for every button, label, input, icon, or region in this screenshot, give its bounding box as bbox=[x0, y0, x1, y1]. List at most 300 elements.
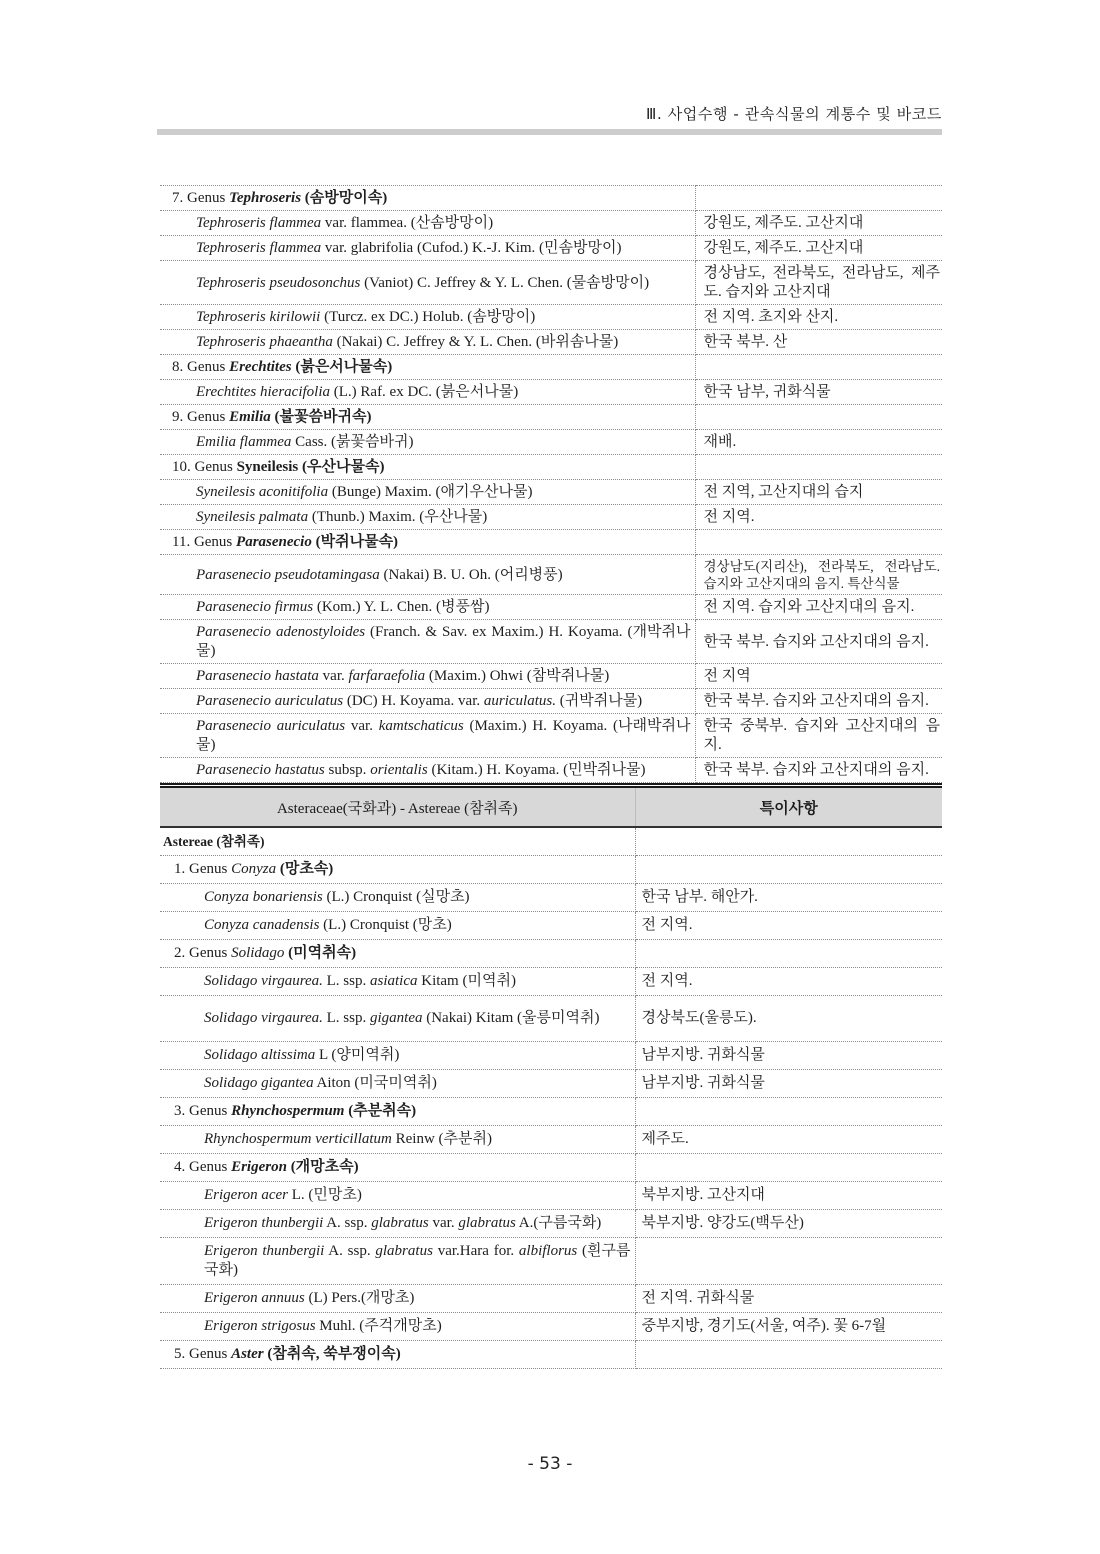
page-number: - 53 - bbox=[527, 1454, 573, 1474]
species-row bbox=[160, 595, 942, 620]
distribution-note: 강원도, 제주도. 고산지대 bbox=[703, 215, 864, 231]
taxon-text-segment: var. bbox=[318, 668, 349, 684]
species-row bbox=[160, 1238, 942, 1285]
note-cell bbox=[635, 996, 942, 1042]
taxon-cell bbox=[160, 186, 695, 211]
note-cell bbox=[635, 912, 942, 940]
note-cell bbox=[635, 1182, 942, 1210]
taxon-text-segment: (L.) Cronquist (실망초) bbox=[322, 889, 470, 905]
scientific-name: Erechtites hieracifolia bbox=[196, 384, 330, 400]
taxon-text-segment: 3. Genus bbox=[174, 1103, 232, 1119]
scientific-name: Tephroseris kirilowii bbox=[196, 309, 321, 325]
note-cell bbox=[695, 430, 942, 455]
note-cell bbox=[635, 940, 942, 968]
note-cell bbox=[695, 186, 942, 211]
taxon-text-segment: Syneilesis bbox=[236, 459, 299, 475]
taxon-text-segment: 10. Genus bbox=[172, 459, 237, 475]
taxon-cell bbox=[160, 430, 695, 455]
taxon-cell bbox=[160, 1126, 635, 1154]
taxon-text bbox=[160, 758, 695, 782]
taxon-text bbox=[160, 968, 635, 995]
taxon-text bbox=[160, 480, 695, 504]
taxon-text bbox=[160, 405, 695, 429]
taxon-cell bbox=[160, 236, 695, 261]
running-header-title: Ⅲ. 사업수행 - 관속식물의 계통수 및 바코드 bbox=[646, 105, 942, 123]
distribution-note: 중부지방, 경기도(서울, 여주). 꽃 6-7월 bbox=[641, 1318, 887, 1334]
note-cell bbox=[635, 1238, 942, 1285]
header-taxon-cell: Asteraceae(국화과) - Astereae (참취족) bbox=[160, 786, 635, 828]
taxon-cell bbox=[160, 664, 695, 689]
distribution-note: 경상남도, 전라북도, 전라남도, 제주도. 습지와 고산지대 bbox=[703, 265, 940, 300]
species-row bbox=[160, 305, 942, 330]
taxon-cell bbox=[160, 1210, 635, 1238]
taxon-cell bbox=[160, 455, 695, 480]
genus-row bbox=[160, 940, 942, 968]
taxon-text bbox=[160, 664, 695, 688]
genus-row bbox=[160, 355, 942, 380]
taxon-text bbox=[160, 1098, 635, 1125]
taxon-cell bbox=[160, 996, 635, 1042]
note-cell bbox=[695, 455, 942, 480]
genus-row bbox=[160, 1098, 942, 1126]
scientific-name: orientalis bbox=[370, 762, 428, 778]
taxon-text bbox=[160, 380, 695, 404]
distribution-note: 한국 북부. 습지와 고산지대의 음지. bbox=[703, 762, 929, 778]
taxon-text bbox=[160, 186, 695, 210]
scientific-name: glabratus bbox=[458, 1215, 516, 1231]
note-cell bbox=[695, 211, 942, 236]
taxon-text bbox=[160, 595, 695, 619]
scientific-name: farfaraefolia bbox=[348, 668, 426, 684]
note-cell bbox=[695, 305, 942, 330]
taxon-text-segment: (망초속) bbox=[276, 861, 334, 877]
taxon-text-segment: (Franch. & Sav. ex Maxim.) H. Koyama. (개박쥐나물) bbox=[196, 624, 691, 659]
taxon-text-segment: 8. Genus bbox=[172, 359, 230, 375]
distribution-note bbox=[696, 415, 943, 420]
distribution-note: 한국 북부. 산 bbox=[703, 334, 788, 350]
distribution-note bbox=[696, 365, 943, 370]
scientific-name: Parasenecio firmus bbox=[196, 599, 314, 615]
taxon-text bbox=[160, 912, 635, 939]
scientific-name: Erechtites bbox=[229, 359, 292, 375]
distribution-note bbox=[636, 1164, 943, 1172]
taxon-cell bbox=[160, 856, 635, 884]
taxon-text-segment: var. flammea. (산솜방망이) bbox=[321, 215, 494, 231]
taxon-text bbox=[160, 330, 695, 354]
taxon-text-segment: 7. Genus bbox=[172, 190, 230, 206]
genus-row bbox=[160, 186, 942, 211]
taxon-text-segment: (Kitam.) H. Koyama. (민박쥐나물) bbox=[427, 762, 646, 778]
taxon-text bbox=[160, 305, 695, 329]
scientific-name: Conyza bbox=[231, 861, 277, 877]
taxon-text bbox=[160, 1313, 635, 1340]
scientific-name: Tephroseris phaeantha bbox=[196, 334, 333, 350]
species-row bbox=[160, 996, 942, 1042]
distribution-note: 제주도. bbox=[641, 1131, 689, 1147]
distribution-note: 한국 남부. 해안가. bbox=[641, 889, 758, 905]
taxon-text bbox=[160, 828, 635, 855]
note-cell bbox=[695, 530, 942, 555]
astereae-species-table bbox=[160, 783, 942, 1369]
taxon-text-segment: 11. Genus bbox=[172, 534, 237, 550]
note-cell bbox=[695, 380, 942, 405]
note-cell bbox=[695, 505, 942, 530]
taxon-text-segment: subsp. bbox=[324, 762, 371, 778]
scientific-name: Emilia flammea bbox=[196, 434, 292, 450]
note-cell bbox=[635, 1210, 942, 1238]
taxon-text bbox=[160, 1070, 635, 1097]
note-cell bbox=[695, 480, 942, 505]
taxon-text bbox=[160, 355, 695, 379]
taxon-text-segment: var. bbox=[345, 718, 379, 734]
note-cell bbox=[695, 664, 942, 689]
scientific-name: Parasenecio adenostyloides bbox=[196, 624, 366, 640]
taxon-text-segment: (Bunge) Maxim. (애기우산나물) bbox=[328, 484, 533, 500]
taxon-text bbox=[160, 211, 695, 235]
scientific-name: glabratus bbox=[375, 1243, 433, 1259]
scientific-name: kamtschaticus bbox=[378, 718, 464, 734]
distribution-note: 전 지역. 귀화식물 bbox=[641, 1290, 755, 1306]
taxon-cell bbox=[160, 405, 695, 430]
taxon-text bbox=[160, 530, 695, 554]
distribution-note: 한국 북부. 습지와 고산지대의 음지. bbox=[703, 633, 929, 650]
note-cell bbox=[635, 1126, 942, 1154]
taxon-text-segment: 1. Genus bbox=[174, 861, 232, 877]
distribution-note: 전 지역, 고산지대의 습지 bbox=[703, 484, 864, 500]
species-row bbox=[160, 236, 942, 261]
header-rule bbox=[157, 129, 942, 135]
taxon-text-segment: var. bbox=[428, 1215, 459, 1231]
distribution-note: 한국 중북부. 습지와 고산지대의 음지. bbox=[703, 718, 940, 753]
scientific-name: glabratus bbox=[371, 1215, 429, 1231]
taxon-text bbox=[160, 1182, 635, 1209]
distribution-note: 북부지방. 고산지대 bbox=[641, 1187, 765, 1203]
taxon-text-segment: L (양미역취) bbox=[315, 1047, 400, 1063]
taxon-text bbox=[160, 996, 635, 1041]
scientific-name: Rhynchospermum verticillatum bbox=[204, 1131, 392, 1147]
scientific-name: Erigeron acer bbox=[204, 1187, 289, 1203]
taxon-text bbox=[160, 236, 695, 260]
note-cell bbox=[695, 355, 942, 380]
distribution-note: 남부지방. 귀화식물 bbox=[641, 1047, 765, 1063]
taxon-text bbox=[160, 940, 635, 967]
taxon-text-segment: (DC) H. Koyama. var. bbox=[343, 693, 484, 709]
scientific-name: Parasenecio hastatus bbox=[196, 762, 325, 778]
genus-row bbox=[160, 405, 942, 430]
note-cell bbox=[695, 595, 942, 620]
taxon-text-segment: (Maxim.) Ohwi (참박쥐나물) bbox=[425, 668, 610, 684]
distribution-note: 남부지방. 귀화식물 bbox=[641, 1075, 765, 1091]
taxon-cell bbox=[160, 1070, 635, 1098]
species-row bbox=[160, 505, 942, 530]
scientific-name: Rhynchospermum bbox=[231, 1103, 345, 1119]
distribution-note: 한국 북부. 습지와 고산지대의 음지. bbox=[703, 693, 929, 709]
scientific-name: Solidago gigantea bbox=[204, 1075, 314, 1091]
taxon-text-segment: (추분취속) bbox=[344, 1103, 417, 1119]
taxon-text-segment: A.(구름국화) bbox=[515, 1215, 602, 1231]
species-row bbox=[160, 1126, 942, 1154]
note-cell bbox=[695, 236, 942, 261]
scientific-name: Parasenecio bbox=[236, 534, 312, 550]
taxon-text bbox=[160, 884, 635, 911]
distribution-note: 북부지방. 양강도(백두산) bbox=[641, 1215, 804, 1231]
taxon-text bbox=[160, 271, 695, 295]
taxon-text bbox=[160, 1285, 635, 1312]
scientific-name: Syneilesis aconitifolia bbox=[196, 484, 329, 500]
scientific-name: Syneilesis palmata bbox=[196, 509, 309, 525]
scientific-name: Parasenecio hastata bbox=[196, 668, 319, 684]
header-note-cell: 특이사항 bbox=[635, 786, 942, 828]
scientific-name: Erigeron thunbergii bbox=[204, 1243, 325, 1259]
taxon-text bbox=[160, 620, 695, 663]
taxon-text-segment: (참취속, 쑥부쟁이속) bbox=[263, 1346, 401, 1362]
distribution-note: 전 지역. bbox=[641, 917, 693, 933]
taxon-text-segment: (Vaniot) C. Jeffrey & Y. L. Chen. (물솜방망이) bbox=[360, 274, 650, 291]
genus-row bbox=[160, 455, 942, 480]
scientific-name: auriculatus. bbox=[483, 693, 556, 709]
species-row bbox=[160, 689, 942, 714]
taxon-text-segment: 5. Genus bbox=[174, 1346, 232, 1362]
taxon-cell bbox=[160, 714, 695, 758]
taxon-cell bbox=[160, 1238, 635, 1285]
species-row bbox=[160, 211, 942, 236]
scientific-name: Tephroseris pseudosonchus bbox=[196, 274, 361, 291]
species-row bbox=[160, 430, 942, 455]
taxon-text-segment: (Turcz. ex DC.) Holub. (솜방망이) bbox=[320, 309, 536, 325]
species-row bbox=[160, 714, 942, 758]
taxon-text bbox=[160, 1154, 635, 1181]
taxon-text-segment: (Thunb.) Maxim. (우산나물) bbox=[308, 509, 488, 525]
taxon-text-segment: (개망초속) bbox=[286, 1159, 359, 1175]
taxon-text-segment: (우산나물속) bbox=[298, 459, 385, 475]
scientific-name: Solidago altissima bbox=[204, 1047, 316, 1063]
taxon-cell bbox=[160, 1182, 635, 1210]
distribution-note: 경상북도(울릉도). bbox=[641, 1010, 757, 1026]
taxon-text-segment: A. ssp. bbox=[323, 1215, 372, 1231]
distribution-note: 경상남도(지리산), 전라북도, 전라남도. 습지와 고산지대의 음지. 특산식물 bbox=[703, 559, 940, 591]
taxon-cell bbox=[160, 1154, 635, 1182]
species-row bbox=[160, 912, 942, 940]
scientific-name: Parasenecio pseudotamingasa bbox=[196, 566, 380, 583]
note-cell bbox=[635, 1042, 942, 1070]
species-row bbox=[160, 664, 942, 689]
note-cell bbox=[695, 758, 942, 783]
genus-row bbox=[160, 530, 942, 555]
taxon-text bbox=[160, 1210, 635, 1237]
species-row bbox=[160, 380, 942, 405]
distribution-note bbox=[696, 465, 943, 470]
taxon-cell bbox=[160, 827, 635, 856]
taxon-text bbox=[160, 505, 695, 529]
distribution-note: 재배. bbox=[703, 434, 737, 450]
species-row bbox=[160, 261, 942, 305]
taxon-cell bbox=[160, 884, 635, 912]
species-row bbox=[160, 480, 942, 505]
table-body bbox=[160, 827, 942, 1369]
taxon-text-segment: (Nakai) Kitam (울릉미역취) bbox=[422, 1010, 600, 1026]
taxon-text bbox=[160, 1238, 635, 1284]
note-cell bbox=[695, 405, 942, 430]
taxon-text-segment: Astereae (참취족) bbox=[163, 834, 265, 849]
species-row bbox=[160, 1285, 942, 1313]
note-cell bbox=[635, 827, 942, 856]
note-cell bbox=[695, 330, 942, 355]
taxon-text-segment: (Nakai) B. U. Oh. (어리병풍) bbox=[379, 566, 563, 583]
taxon-text-segment: Muhl. (주걱개망초) bbox=[315, 1318, 442, 1334]
taxon-text bbox=[160, 689, 695, 713]
note-cell bbox=[695, 714, 942, 758]
distribution-note: 전 지역. bbox=[641, 973, 693, 989]
note-cell bbox=[635, 1154, 942, 1182]
scientific-name: Conyza canadensis bbox=[204, 917, 320, 933]
taxon-cell bbox=[160, 480, 695, 505]
distribution-note: 강원도, 제주도. 고산지대 bbox=[703, 240, 864, 256]
taxon-text-segment: Reinw (추분취) bbox=[391, 1131, 492, 1147]
taxon-text-segment: (불꽃씀바귀속) bbox=[270, 409, 372, 425]
note-cell bbox=[635, 1285, 942, 1313]
taxon-cell bbox=[160, 940, 635, 968]
table-body bbox=[160, 186, 942, 783]
taxon-text-segment: L. ssp. bbox=[322, 1010, 370, 1026]
note-cell bbox=[635, 1070, 942, 1098]
scientific-name: Erigeron thunbergii bbox=[204, 1215, 324, 1231]
note-cell bbox=[695, 555, 942, 595]
taxon-cell bbox=[160, 211, 695, 236]
distribution-note bbox=[636, 1108, 943, 1116]
taxon-cell bbox=[160, 380, 695, 405]
distribution-note: 한국 남부, 귀화식물 bbox=[703, 384, 831, 400]
taxon-text-segment: var. glabrifolia (Cufod.) K.-J. Kim. (민솜방망이) bbox=[321, 240, 622, 256]
scientific-name: Aster bbox=[231, 1346, 264, 1362]
note-cell bbox=[695, 261, 942, 305]
note-cell bbox=[635, 884, 942, 912]
taxon-cell bbox=[160, 355, 695, 380]
taxon-cell bbox=[160, 758, 695, 783]
taxon-text bbox=[160, 1126, 635, 1153]
species-row bbox=[160, 1210, 942, 1238]
taxon-text-segment: 4. Genus bbox=[174, 1159, 232, 1175]
distribution-note bbox=[636, 1351, 943, 1359]
taxon-text bbox=[160, 1341, 635, 1368]
taxon-text-segment: Kitam (미역취) bbox=[417, 973, 516, 989]
scientific-name: Solidago virgaurea. bbox=[204, 973, 323, 989]
taxon-cell bbox=[160, 1042, 635, 1070]
taxon-text-segment: (L.) Cronquist (망초) bbox=[319, 917, 452, 933]
taxon-text bbox=[160, 563, 695, 587]
distribution-note: 전 지역 bbox=[703, 668, 751, 684]
taxon-text bbox=[160, 430, 695, 454]
genus-row bbox=[160, 856, 942, 884]
table-header bbox=[160, 786, 942, 828]
taxon-cell bbox=[160, 620, 695, 664]
scientific-name: Solidago bbox=[231, 945, 285, 961]
scientific-name: gigantea bbox=[369, 1010, 423, 1026]
scientific-name: Erigeron annuus bbox=[204, 1290, 305, 1306]
scientific-name: Tephroseris bbox=[229, 190, 302, 206]
senecioneae-species-table bbox=[160, 185, 942, 783]
genus-row bbox=[160, 1341, 942, 1369]
note-cell bbox=[695, 620, 942, 664]
note-cell bbox=[635, 1098, 942, 1126]
distribution-note bbox=[696, 196, 943, 201]
scientific-name: Emilia bbox=[229, 409, 271, 425]
taxon-cell bbox=[160, 505, 695, 530]
species-row bbox=[160, 1313, 942, 1341]
scientific-name: Solidago virgaurea. bbox=[204, 1010, 323, 1026]
species-row bbox=[160, 1182, 942, 1210]
species-row bbox=[160, 884, 942, 912]
taxon-text-segment: (Nakai) C. Jeffrey & Y. L. Chen. (바위솜나물) bbox=[332, 334, 619, 350]
scientific-name: albiflorus bbox=[518, 1243, 578, 1259]
species-row bbox=[160, 330, 942, 355]
scientific-name: Conyza bonariensis bbox=[204, 889, 323, 905]
note-cell bbox=[635, 1341, 942, 1369]
taxon-cell bbox=[160, 1098, 635, 1126]
species-row bbox=[160, 1042, 942, 1070]
taxon-cell bbox=[160, 1285, 635, 1313]
distribution-note: 전 지역. 습지와 고산지대의 음지. bbox=[703, 599, 915, 615]
taxon-cell bbox=[160, 595, 695, 620]
taxon-cell bbox=[160, 330, 695, 355]
taxon-cell bbox=[160, 555, 695, 595]
note-cell bbox=[635, 968, 942, 996]
distribution-note bbox=[696, 540, 943, 545]
taxon-text-segment: 9. Genus bbox=[172, 409, 230, 425]
distribution-note bbox=[636, 838, 943, 846]
taxon-text-segment: (Kom.) Y. L. Chen. (병풍쌈) bbox=[313, 599, 490, 615]
scientific-name: Erigeron strigosus bbox=[204, 1318, 316, 1334]
taxon-text bbox=[160, 1042, 635, 1069]
distribution-note: 전 지역. bbox=[703, 509, 755, 525]
scientific-name: Tephroseris flammea bbox=[196, 240, 322, 256]
taxon-text-segment: Cass. (붉꽃씀바귀) bbox=[291, 434, 414, 450]
scientific-name: Parasenecio auriculatus bbox=[196, 718, 346, 734]
scientific-name: Tephroseris flammea bbox=[196, 215, 322, 231]
distribution-note bbox=[636, 866, 943, 874]
species-row bbox=[160, 758, 942, 783]
note-cell bbox=[635, 1313, 942, 1341]
taxon-cell bbox=[160, 530, 695, 555]
distribution-note: 전 지역. 초지와 산지. bbox=[703, 309, 839, 325]
taxon-text-segment: L. (민망초) bbox=[288, 1187, 362, 1203]
taxon-cell bbox=[160, 1341, 635, 1369]
taxon-text-segment: (흰구름국화) bbox=[204, 1243, 631, 1278]
distribution-note bbox=[636, 1257, 943, 1265]
taxon-cell bbox=[160, 689, 695, 714]
tables-container bbox=[160, 185, 942, 1369]
note-cell bbox=[695, 689, 942, 714]
taxon-cell bbox=[160, 912, 635, 940]
taxon-text-segment: var.Hara for. bbox=[432, 1243, 519, 1259]
species-row bbox=[160, 1070, 942, 1098]
taxon-text-segment: (Maxim.) H. Koyama. (나래박쥐나물) bbox=[196, 718, 691, 753]
taxon-cell bbox=[160, 968, 635, 996]
scientific-name: Parasenecio auriculatus bbox=[196, 693, 344, 709]
taxon-text-segment: (귀박쥐나물) bbox=[555, 693, 643, 709]
distribution-note bbox=[636, 950, 943, 958]
taxon-text-segment: Aiton (미국미역취) bbox=[313, 1075, 437, 1091]
taxon-text bbox=[160, 856, 635, 883]
taxon-text bbox=[160, 455, 695, 479]
taxon-text-segment: (L) Pers.(개망초) bbox=[304, 1290, 415, 1306]
note-cell bbox=[635, 856, 942, 884]
taxon-cell bbox=[160, 261, 695, 305]
taxon-text-segment: 2. Genus bbox=[174, 945, 232, 961]
taxon-text-segment: A. ssp. bbox=[324, 1243, 376, 1259]
table-header-row bbox=[160, 786, 942, 828]
taxon-text-segment: (미역취속) bbox=[284, 945, 357, 961]
scientific-name: Erigeron bbox=[231, 1159, 287, 1175]
